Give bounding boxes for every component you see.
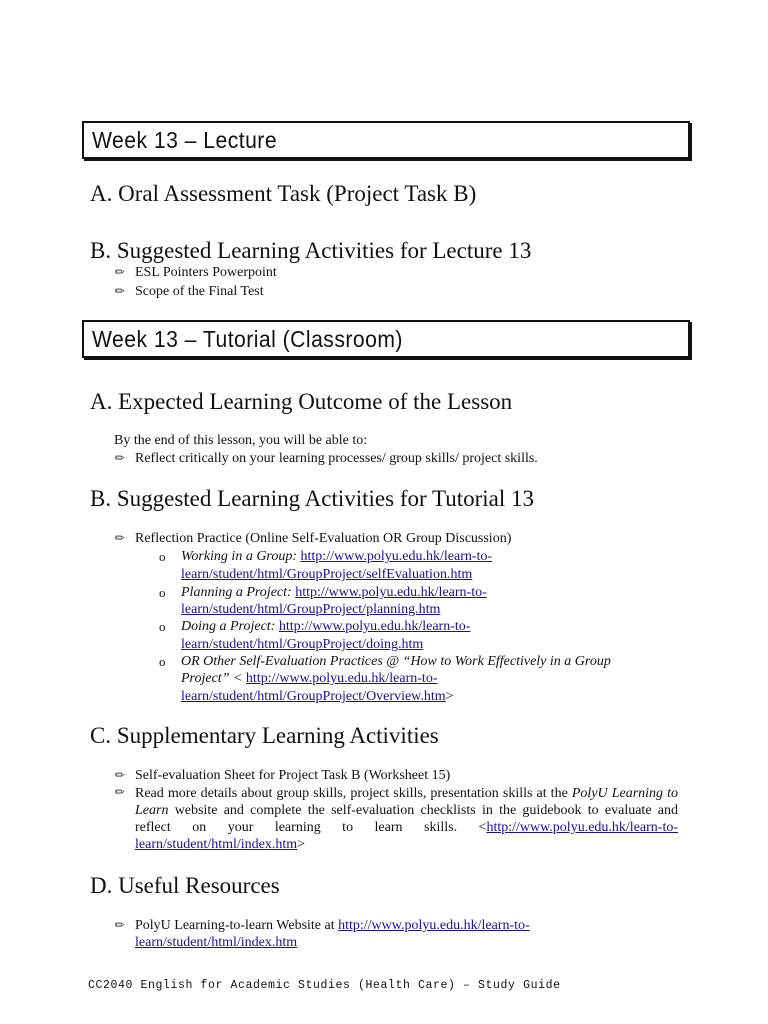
sub-item-working [181, 549, 492, 565]
self-evaluation-link-cont[interactable]: learn/student/html/GroupProject/selfEvaluation.htm [181, 567, 473, 582]
circle-bullet-icon: o [159, 654, 166, 669]
pencil-icon: ✎ [111, 449, 129, 467]
outcome-item: Reflect critically on your learning processes/ group skills/ project skills. [135, 451, 538, 466]
doing-link[interactable]: http://www.polyu.edu.hk/learn-to- [278, 619, 471, 634]
lecture-section-a: A. Oral Assessment Task (Project Task B) [90, 181, 477, 206]
sub-item-doing [181, 619, 470, 635]
supplementary-item-detail [135, 785, 678, 853]
tutorial-section-b: B. Suggested Learning Activities for Tutorial 13 [90, 486, 534, 511]
pencil-icon: ✎ [111, 783, 129, 801]
circle-bullet-icon: o [159, 619, 166, 634]
overview-link[interactable]: http://www.polyu.edu.hk/learn-to- [245, 671, 438, 686]
pencil-icon: ✎ [111, 529, 129, 547]
resources-text: PolyU Learning-to-learn Website at [135, 918, 339, 933]
sub-item-doing-cont [181, 637, 423, 653]
planning-link[interactable]: http://www.polyu.edu.hk/learn-to- [295, 585, 487, 600]
outcome-intro: By the end of this lesson, you will be able to: [114, 433, 368, 448]
sub-item-other-cont2 [181, 689, 454, 705]
lecture-section-b: B. Suggested Learning Activities for Lecture 13 [90, 238, 532, 263]
pencil-icon: ✎ [111, 916, 129, 934]
sub-item-label: Doing a Project: [181, 619, 279, 634]
sub-item-planning-cont [181, 602, 440, 618]
resources-heading: D. Useful Resources [90, 873, 280, 898]
lecture-item: Scope of the Final Test [135, 284, 264, 299]
sub-item-label: Working in a Group: [181, 549, 301, 564]
reflection-practice: Reflection Practice (Online Self-Evaluation OR Group Discussion) [135, 531, 512, 546]
lecture-title-box [82, 121, 690, 159]
pencil-icon: ✎ [111, 766, 129, 784]
pencil-icon: ✎ [111, 263, 129, 281]
circle-bullet-icon: o [159, 549, 166, 564]
circle-bullet-icon: o [159, 585, 166, 600]
page-footer: CC2040 English for Academic Studies (Health Care) – Study Guide [88, 979, 561, 992]
closing-bracket: > [297, 837, 306, 852]
tutorial-title-box [82, 320, 690, 358]
lecture-title: Week 13 – Lecture [92, 127, 278, 153]
supplementary-heading: C. Supplementary Learning Activities [90, 723, 439, 748]
sub-item-other-cont [181, 671, 437, 687]
sub-item-label: Planning a Project: [181, 585, 296, 600]
detail-text: Read more details about group skills, project skills, presentation skills at the [135, 786, 572, 801]
planning-link-cont[interactable]: learn/student/html/GroupProject/planning.htm [181, 602, 441, 617]
sub-item-label: OR Other Self-Evaluation Practices @ “How to Work Effectively in a Group [181, 654, 611, 669]
detail-text-mid: website and complete the self-evaluation checklists in the guidebook to evaluate and reflect on your learning to learn skills. < [135, 803, 678, 835]
self-evaluation-link[interactable]: http://www.polyu.edu.hk/learn-to- [300, 549, 493, 564]
tutorial-section-a: A. Expected Learning Outcome of the Lesson [90, 389, 513, 414]
resources-link[interactable]: http://www.polyu.edu.hk/learn-to- [338, 918, 530, 933]
supplementary-item: Self-evaluation Sheet for Project Task B (Worksheet 15) [135, 768, 451, 783]
sub-item-other [181, 654, 611, 670]
lecture-item: ESL Pointers Powerpoint [135, 265, 277, 280]
detail-italic: PolyU Learning to Learn [135, 786, 678, 818]
tutorial-title: Week 13 – Tutorial (Classroom) [92, 326, 403, 352]
learn-to-learn-link[interactable]: http://www.polyu.edu.hk/learn-to-learn/student/html/index.htm [135, 820, 678, 852]
doing-link-cont[interactable]: learn/student/html/GroupProject/doing.htm [181, 637, 424, 652]
sub-item-label-cont: Project” < [181, 671, 246, 686]
overview-link-cont[interactable]: learn/student/html/GroupProject/Overview.htm [181, 689, 446, 704]
closing-bracket: > [445, 689, 454, 704]
resources-link-cont[interactable]: learn/student/html/index.htm [135, 935, 298, 950]
sub-item-working-cont [181, 567, 472, 583]
resources-item-cont [135, 935, 297, 951]
pencil-icon: ✎ [111, 282, 129, 300]
sub-item-planning [181, 585, 487, 601]
resources-item [135, 918, 530, 934]
